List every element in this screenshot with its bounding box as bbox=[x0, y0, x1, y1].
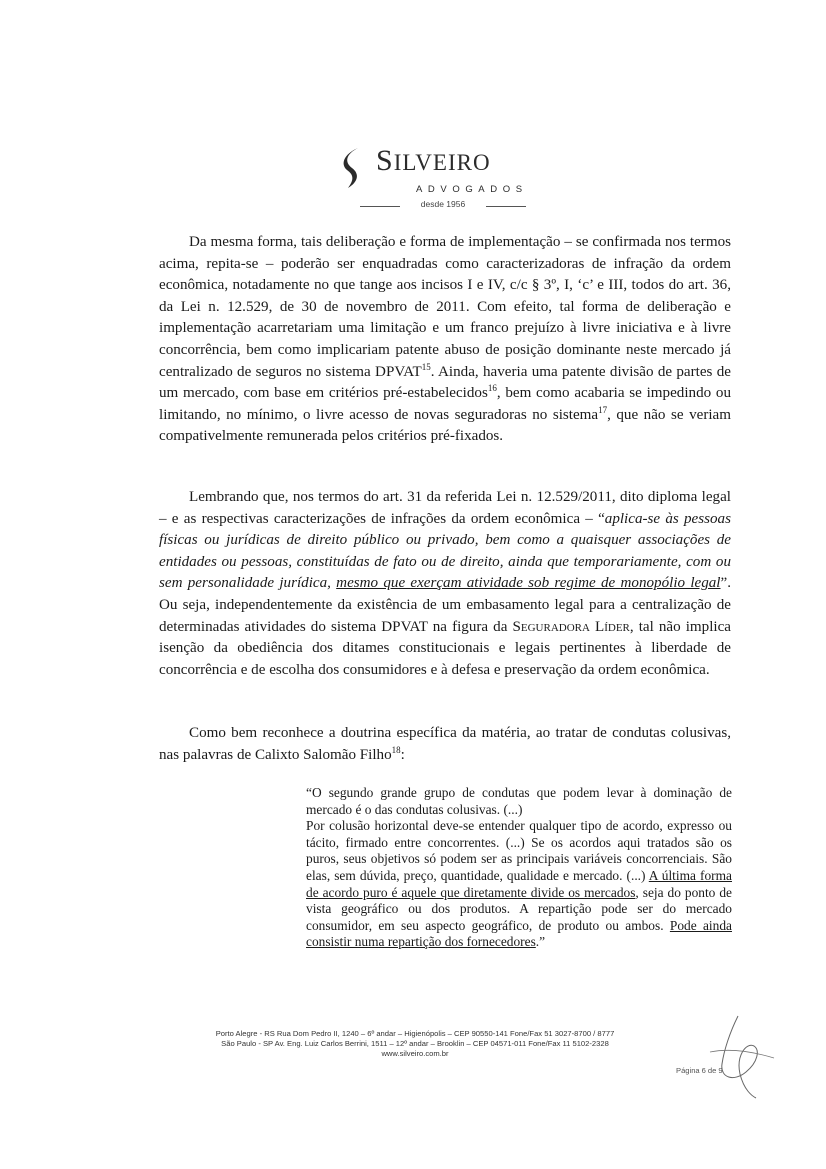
footnote-ref: 17 bbox=[598, 404, 608, 415]
footer-address-sao-paulo: São Paulo - SP Av. Eng. Luiz Carlos Berrini, 1511 – 12º andar – Brooklin – CEP 04571-011 Fone/Fax 11 5102-2328 bbox=[221, 1039, 609, 1048]
footnote-ref: 18 bbox=[391, 744, 401, 755]
letterhead bbox=[0, 140, 826, 220]
silveiro-logo-icon bbox=[332, 144, 372, 192]
footnote-ref: 15 bbox=[421, 361, 431, 372]
paragraph-2: Lembrando que, nos termos do art. 31 da referida Lei n. 12.529/2011, dito diploma legal – e as respectivas caracterizações de infrações da ordem econômica – “aplica-se às pessoas físicas ou jurídicas de direito público ou privado, bem como a quaisquer associações de entidades ou pessoas, constituídas de fato ou de direito, ainda que temporariamente, com ou sem personalidade jurídica, mesmo que exerçam atividade sob regime de monopólio legal”. Ou seja, independentemente da existência de um embasamento legal para a centralização de determinadas atividades do sistema DPVAT na figura da Seguradora Líder, tal não implica isenção da obediência dos ditames constitucionais e legais pertinentes à liberdade de concorrência e de escolha dos consumidores e à defesa e preservação da ordem econômica. bbox=[159, 489, 731, 678]
block-quote: “O segundo grande grupo de condutas que podem levar à dominação de mercado é o das condutas colusivas. (...) Por colusão horizontal deve-se entender qualquer tipo de acordo, expresso ou tácito, firmado entre concorrentes. (...) Se os acordos aqui tratados são os puros, seus objetivos só podem ser as principais variáveis concorrenciais. São elas, sem dúvida, preço, quantidade, qualidade e mercado. (...) A última forma de acordo puro é aquele que diretamente divide os mercados, seja do ponto de vista geográfico ou dos produtos. A repartição pode ser do mercado consumidor, em seu aspecto geográfico, de produto ou ambos. Pode ainda consistir numa repartição dos fornecedores.” bbox=[306, 785, 732, 950]
page-number: Página 6 de 9 bbox=[676, 1066, 723, 1075]
company-name: Seguradora Líder bbox=[512, 618, 630, 635]
footnote-ref: 16 bbox=[487, 383, 497, 394]
firm-name: SILVEIRO bbox=[376, 144, 491, 177]
footer bbox=[150, 1029, 680, 1059]
footer-address-porto-alegre: Porto Alegre - RS Rua Dom Pedro II, 1240 – 6º andar – Higienópolis – CEP 90550-141 Fone/Fax 51 3027-8700 / 8777 bbox=[215, 1029, 615, 1038]
signature-mark bbox=[700, 1012, 780, 1100]
firm-since: desde 1956 bbox=[360, 199, 526, 213]
firm-subtitle: ADVOGADOS bbox=[416, 184, 528, 195]
footer-website: www.silveiro.com.br bbox=[381, 1049, 449, 1058]
paragraph-3: Como bem reconhece a doutrina específica da matéria, ao tratar de condutas colusivas, nas palavras de Calixto Salomão Filho$^{18}$: bbox=[159, 725, 731, 763]
paragraph-1: Da mesma forma, tais deliberação e forma de implementação – se confirmada nos termos acima, repita-se – poderão ser enquadradas como caracterizadoras de infração da ordem econômica, notadamente no que tange aos incisos I e IV, c/c § 3º, I, ‘c’ e III, todos do art. 36, da Lei n. 12.529, de 30 de novembro de 2011. Com efeito, tal forma de deliberação e implementação acarretariam uma limitação e um franco prejuízo à livre iniciativa e à livre concorrência, bem como implicariam patente abuso de posição dominante neste mercado já centralizado de seguros no sistema DPVAT$^{15}$. Ainda, haveria uma patente divisão de partes de um mercado, com base em critérios pré-estabelecidos$^{16}$, bem como acabaria se impedindo ou limitando, no mínimo, o livre acesso de novas seguradoras no sistema$^{17}$, que não se veriam compativelmente remunerada pelos critérios pré-fixados. bbox=[159, 234, 731, 445]
